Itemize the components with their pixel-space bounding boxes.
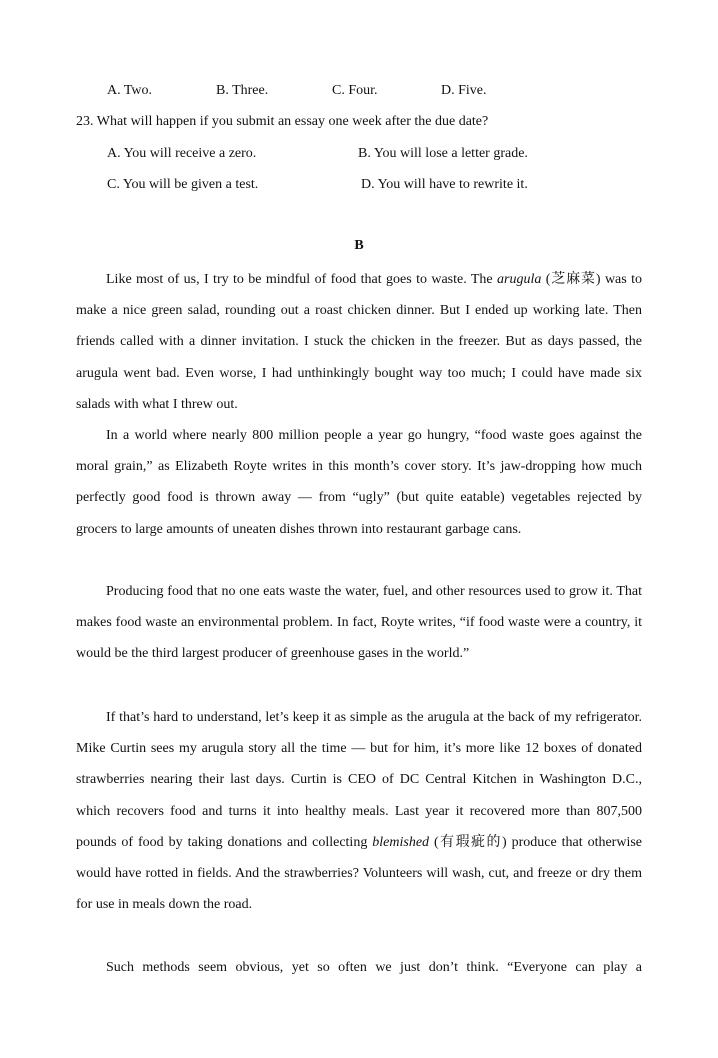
passage-paragraph-1: Like most of us, I try to be mindful of food that goes to waste. The arugula (芝麻菜) was to make a nice green salad, rounding out a roast chicken dinner. But I ended up working late. Then friends called with a dinner invitation. I stuck the chicken in the freezer. But as days passed, the arugula went bad. Even worse, I had unthinkingly bought way too much; I could have made six salads with what I threw out. (76, 272, 642, 412)
q23-question: 23. What will happen if you submit an essay one week after the due date? (76, 114, 489, 129)
passage-paragraph-2: In a world where nearly 800 million people a year go hungry, “food waste goes against the moral grain,” as Elizabeth Royte writes in this month’s cover story. It’s jaw-dropping how much perfectly good food is thrown away — from “ugly” (but quite eatable) vegetables rejected by grocers to large amounts of uneaten dishes thrown into restaurant garbage cans. (76, 428, 642, 537)
q23-option-d: D. You will have to rewrite it. (361, 177, 528, 192)
q22-option-d: D. Five. (441, 83, 487, 98)
q22-option-b: B. Three. (216, 83, 269, 98)
passage-paragraph-3: Producing food that no one eats waste the water, fuel, and other resources used to grow it. That makes food waste an environmental problem. In fact, Royte writes, “if food waste were a country, it would be the third largest producer of greenhouse gases in the world.” (76, 584, 642, 662)
passage-paragraph-5: Such methods seem obvious, yet so often we just don’t think. “Everyone can play a (106, 960, 642, 975)
q22-option-a: A. Two. (107, 83, 153, 98)
section-heading: B (354, 238, 364, 253)
q22-option-c: C. Four. (332, 83, 378, 98)
q23-option-b: B. You will lose a letter grade. (358, 146, 528, 161)
q23-option-c: C. You will be given a test. (107, 177, 259, 192)
passage-paragraph-4: If that’s hard to understand, let’s keep it as simple as the arugula at the back of my refrigerator. Mike Curtin sees my arugula story all the time — but for him, it’s more like 12 boxes of donated strawberries nearing their last days. Curtin is CEO of DC Central Kitchen in Washington D.C., which recovers food and turns it into healthy meals. Last year it recovered more than 807,500 pounds of food by taking donations and collecting blemished (有瑕疵的) produce that otherwise would have rotted in fields. And the strawberries? Volunteers will wash, cut, and freeze or dry them for use in meals down the road. (76, 710, 642, 913)
q23-option-a: A. You will receive a zero. (107, 146, 257, 161)
